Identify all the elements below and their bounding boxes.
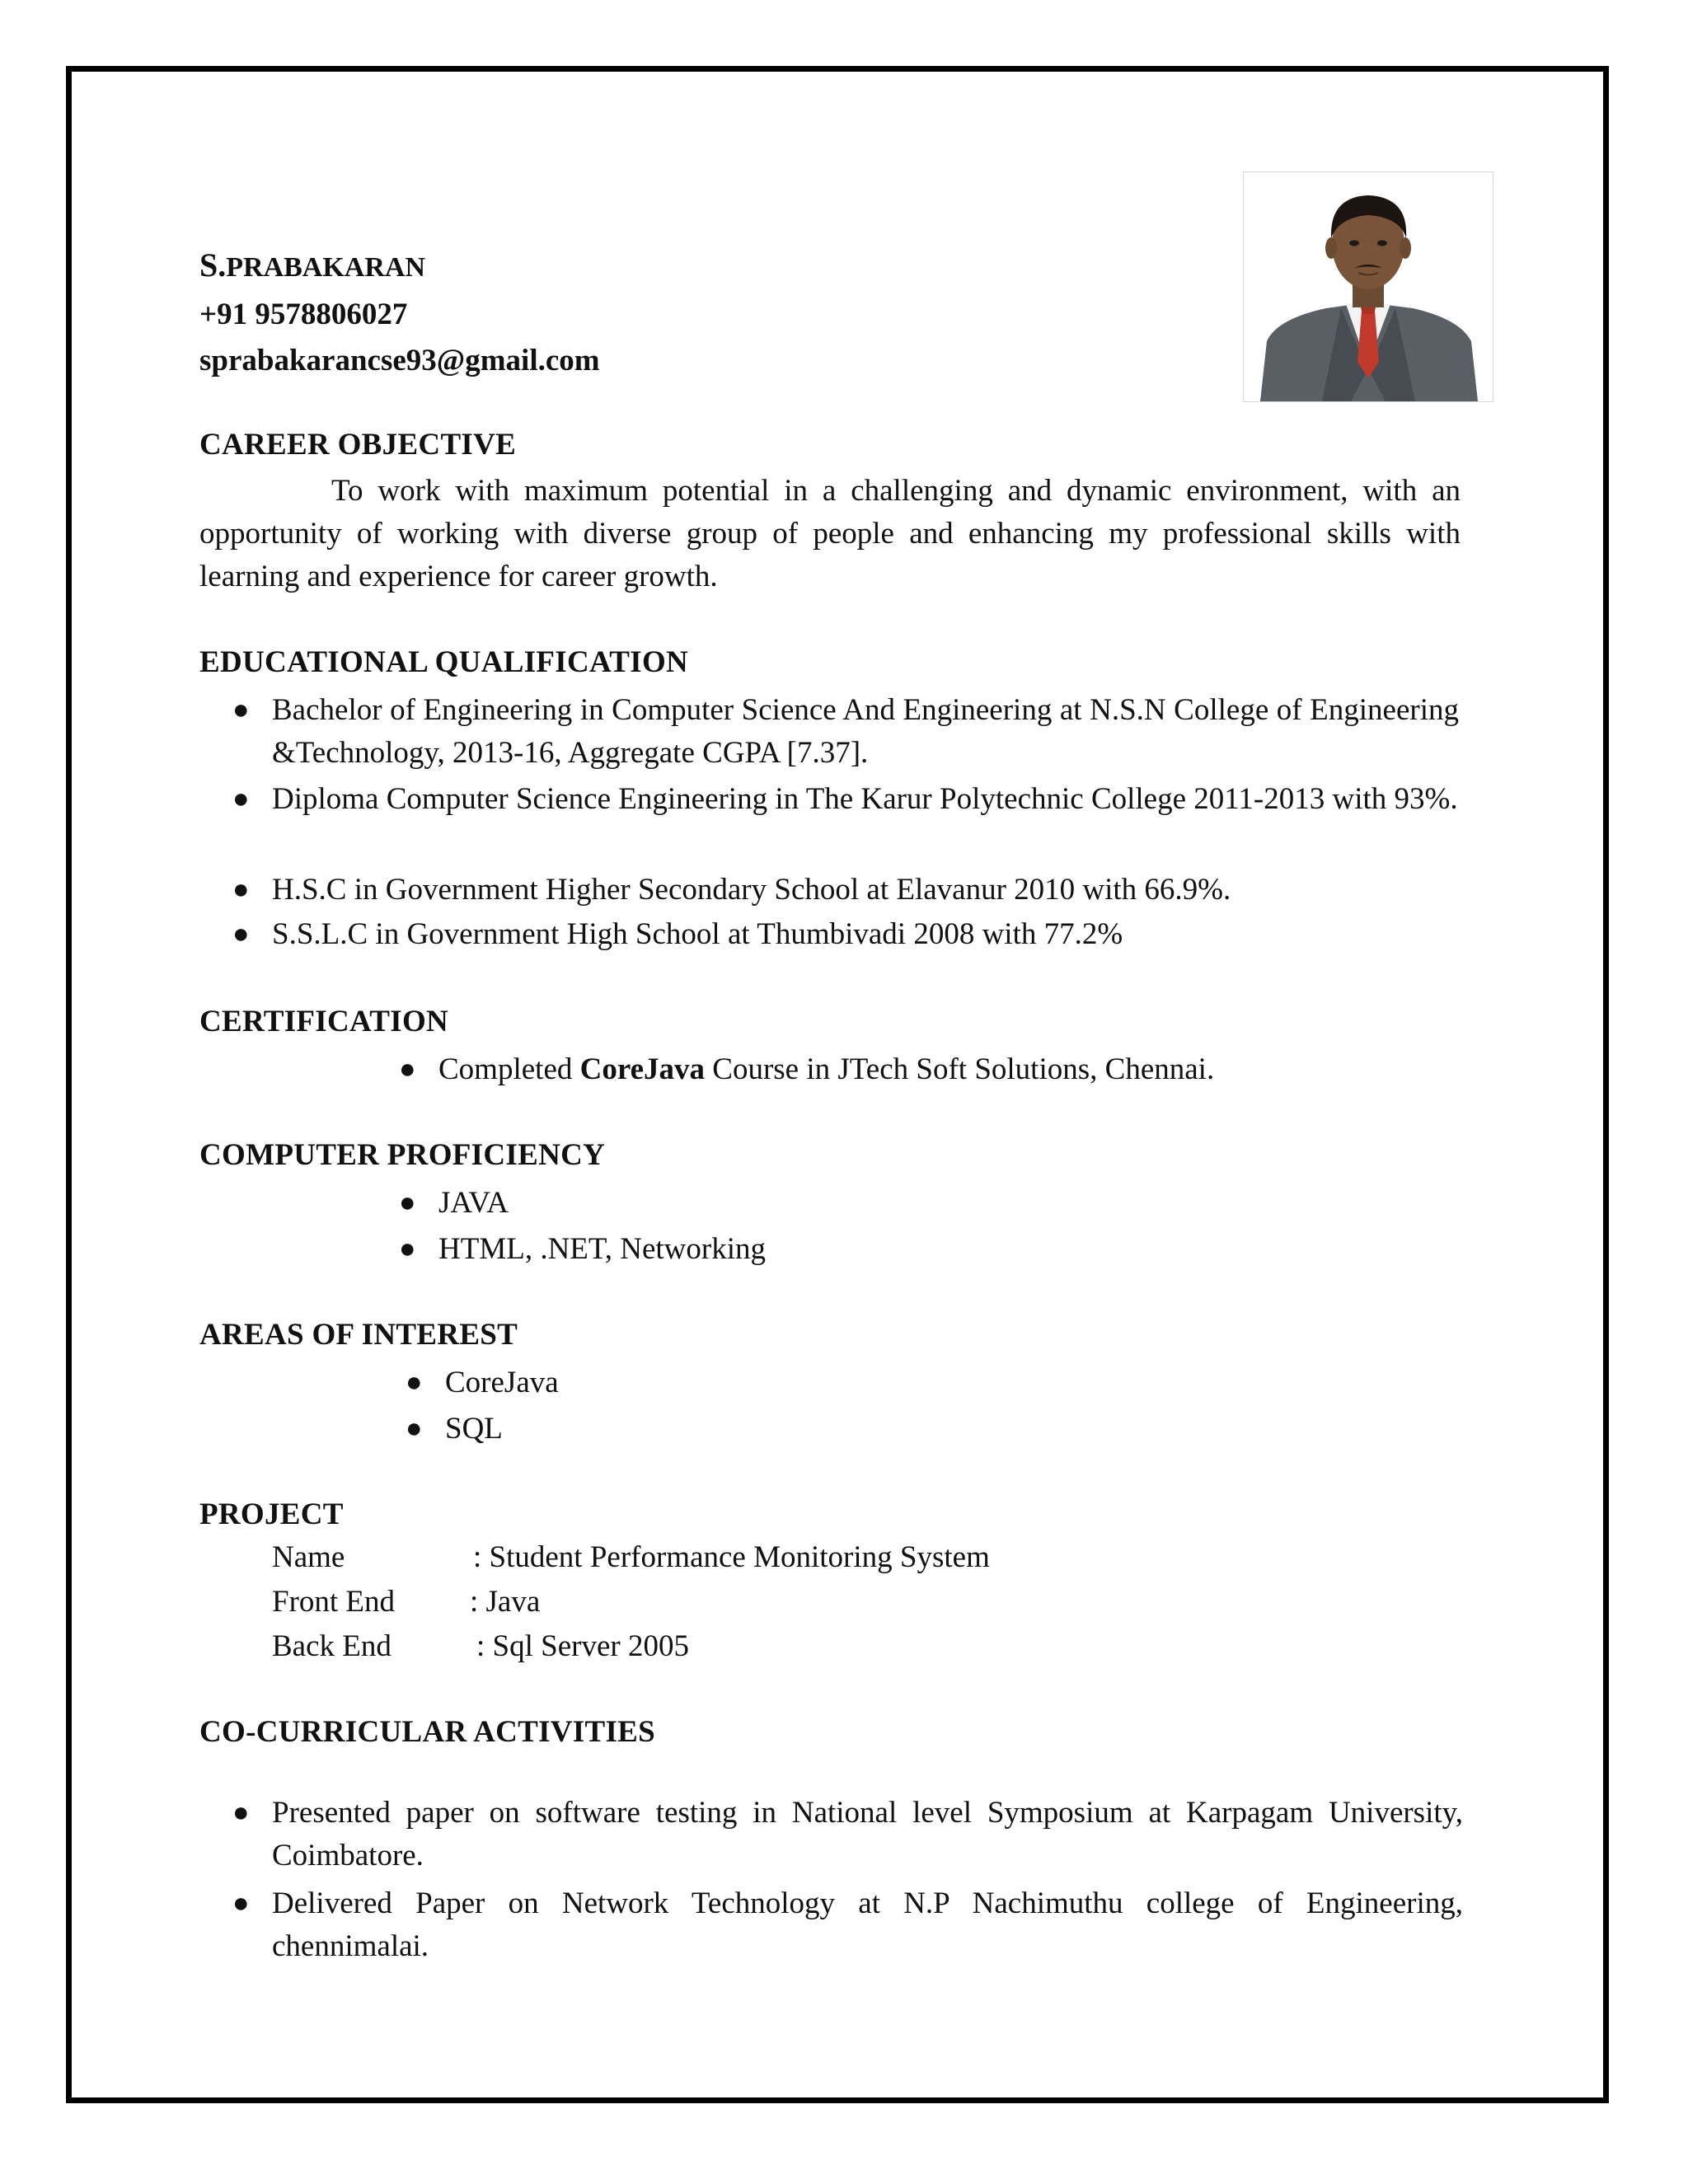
candidate-name bbox=[199, 247, 425, 286]
certification-course: CoreJava bbox=[579, 1052, 706, 1086]
project-name-label: Name bbox=[272, 1540, 345, 1574]
education-item-text: H.S.C in Government Higher Secondary School at Elavanur 2010 with 66.9%. bbox=[272, 873, 1231, 907]
career-objective-heading: CAREER OBJECTIVE bbox=[199, 428, 517, 462]
bullet-icon: ● bbox=[399, 1188, 416, 1218]
bullet-icon: ● bbox=[399, 1054, 416, 1085]
education-item-text: Diploma Computer Science Engineering in The Karur Polytechnic College 2011-2013 with 93%. bbox=[272, 782, 1458, 816]
proficiency-item bbox=[399, 1228, 766, 1271]
computer-proficiency-heading: COMPUTER PROFICIENCY bbox=[199, 1138, 606, 1172]
education-heading: EDUCATIONAL QUALIFICATION bbox=[199, 645, 689, 679]
education-item bbox=[232, 778, 1459, 821]
profile-photo bbox=[1243, 171, 1493, 402]
certification-prefix: Completed bbox=[438, 1052, 580, 1086]
bullet-icon: ● bbox=[232, 1888, 250, 1919]
education-item bbox=[232, 913, 1459, 956]
bullet-icon: ● bbox=[232, 874, 250, 905]
bullet-icon: ● bbox=[406, 1367, 423, 1398]
co-curricular-item-text: Presented paper on software testing in National level Symposium at Karpagam University, Coimbatore. bbox=[272, 1796, 1463, 1872]
education-item bbox=[232, 869, 1459, 912]
name-rest: PRABAKARAN bbox=[226, 252, 426, 283]
interest-item-text: SQL bbox=[445, 1412, 503, 1446]
bullet-icon: ● bbox=[399, 1234, 416, 1264]
project-backend-value: : Sql Server 2005 bbox=[476, 1629, 689, 1663]
areas-of-interest-heading: AREAS OF INTEREST bbox=[199, 1318, 518, 1352]
co-curricular-item bbox=[232, 1882, 1463, 1968]
profile-photo-illustration bbox=[1244, 172, 1493, 401]
project-backend-label: Back End bbox=[272, 1629, 392, 1663]
email-address: sprabakarancse93@gmail.com bbox=[199, 344, 600, 377]
project-frontend-label: Front End bbox=[272, 1585, 396, 1619]
proficiency-item bbox=[399, 1182, 509, 1225]
bullet-icon: ● bbox=[232, 1797, 250, 1828]
bullet-icon: ● bbox=[232, 919, 250, 949]
bullet-icon: ● bbox=[406, 1413, 423, 1444]
bullet-icon: ● bbox=[232, 784, 250, 814]
bullet-icon: ● bbox=[232, 695, 250, 725]
proficiency-item-text: JAVA bbox=[438, 1186, 509, 1220]
co-curricular-item bbox=[232, 1792, 1463, 1877]
education-item-text: Bachelor of Engineering in Computer Science And Engineering at N.S.N College of Engineering &Technology, 2013-16, Aggregate CGPA [7.37]. bbox=[272, 693, 1459, 770]
certification-suffix: Course in JTech Soft Solutions, Chennai. bbox=[705, 1052, 1215, 1086]
project-heading: PROJECT bbox=[199, 1497, 344, 1531]
certification-item bbox=[399, 1048, 1428, 1091]
education-item bbox=[232, 689, 1459, 775]
project-name-value: : Student Performance Monitoring System bbox=[473, 1540, 990, 1574]
co-curricular-heading: CO-CURRICULAR ACTIVITIES bbox=[199, 1715, 656, 1749]
interest-item-text: CoreJava bbox=[445, 1366, 559, 1399]
interest-item bbox=[406, 1408, 503, 1451]
project-frontend-value: : Java bbox=[470, 1585, 541, 1619]
name-initial: S. bbox=[199, 246, 227, 284]
career-objective-text: To work with maximum potential in a challenging and dynamic environment, with an opportunity of working with diverse group of people and enhancing my professional skills with learning and experience for career growth. bbox=[199, 474, 1461, 593]
proficiency-item-text: HTML, .NET, Networking bbox=[438, 1232, 766, 1266]
interest-item bbox=[406, 1361, 559, 1404]
co-curricular-item-text: Delivered Paper on Network Technology at N.P Nachimuthu college of Engineering, chennimalai. bbox=[272, 1886, 1463, 1963]
certification-heading: CERTIFICATION bbox=[199, 1005, 449, 1038]
education-item-text: S.S.L.C in Government High School at Thumbivadi 2008 with 77.2% bbox=[272, 917, 1123, 951]
phone-number: +91 9578806027 bbox=[199, 298, 408, 331]
